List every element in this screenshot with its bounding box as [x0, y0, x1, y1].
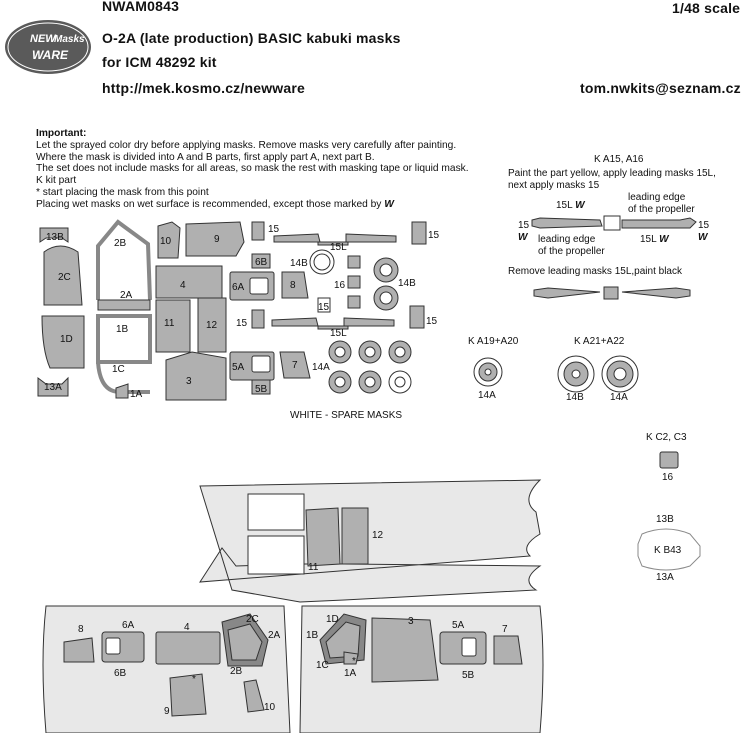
part-13-ref: K B43 — [654, 545, 682, 556]
mask-11 — [306, 508, 340, 566]
label-14b: 14B — [398, 278, 416, 289]
propeller-hub — [604, 216, 620, 230]
wet-mark: W — [518, 232, 528, 243]
mask-15-blade — [346, 234, 396, 242]
label-13b: 13B — [46, 232, 64, 243]
instructions-heading: Important: — [36, 128, 87, 139]
instruction-line: The set does not include masks for all areas, so mask the rest with masking tape or liquid mask. — [36, 163, 469, 175]
label-2c: 2C — [246, 614, 259, 625]
part-13-section — [638, 514, 700, 583]
label-1d: 1D — [326, 614, 339, 625]
mask-12 — [342, 508, 368, 564]
label-6b: 6B — [114, 668, 127, 679]
label-5a: 5A — [232, 362, 245, 373]
label-1c: 1C — [316, 660, 329, 671]
fuselage-top — [200, 480, 540, 602]
label-15: 15 — [236, 318, 248, 329]
mask-1b — [98, 316, 150, 362]
label-3: 3 — [408, 616, 414, 627]
mask-4 — [156, 266, 222, 298]
label-4: 4 — [180, 280, 186, 291]
part-16 — [660, 452, 678, 468]
product-code: NWAM0843 — [102, 0, 180, 14]
wheel-ref: K A19+A20 — [468, 336, 519, 347]
mask-7 — [494, 636, 522, 664]
label-15: 15 — [428, 230, 440, 241]
label-13a: 13A — [44, 382, 62, 393]
label-7: 7 — [292, 360, 298, 371]
start-marker: * — [192, 674, 196, 685]
mask-2b — [98, 222, 150, 300]
product-title: O-2A (late production) BASIC kabuki masks — [102, 30, 401, 46]
mask-2a — [98, 300, 150, 310]
mask-15-blade — [344, 318, 394, 326]
label-15l: 15L — [330, 242, 347, 253]
mask-sheet — [38, 222, 440, 421]
logo-masks-text: Masks — [54, 34, 85, 45]
mask-15 — [252, 222, 264, 240]
label-2b: 2B — [230, 666, 243, 677]
label-8: 8 — [78, 624, 84, 635]
label-13b: 13B — [656, 514, 674, 525]
label-6b: 6B — [255, 257, 268, 268]
propeller-blade — [622, 218, 696, 228]
mask-4 — [156, 632, 220, 664]
of-propeller-label: of the propeller — [538, 246, 605, 257]
leading-edge-label: leading edge — [538, 234, 596, 245]
label-1a: 1A — [130, 389, 143, 400]
label-11: 11 — [308, 562, 319, 573]
label-11: 11 — [164, 318, 175, 329]
propeller-note: next apply masks 15 — [508, 180, 600, 191]
label-1c: 1C — [112, 364, 125, 375]
mask-3 — [166, 352, 226, 400]
website-link[interactable]: http://mek.kosmo.cz/newware — [102, 80, 306, 96]
label-1a: 1A — [344, 668, 357, 679]
start-marker: * — [352, 656, 356, 667]
label-10: 10 — [264, 702, 276, 713]
label-1b: 1B — [306, 630, 319, 641]
label-14a: 14A — [312, 362, 330, 373]
propeller-note: Paint the part yellow, apply leading masks 15L, — [508, 168, 716, 179]
label-5b: 5B — [462, 670, 475, 681]
mask-3 — [372, 618, 438, 682]
label-15l: 15L W — [556, 200, 585, 211]
label-2b: 2B — [114, 238, 127, 249]
mask-1a — [116, 384, 128, 398]
label-16: 16 — [662, 472, 674, 483]
label-15: 15 — [426, 316, 438, 327]
label-8: 8 — [290, 280, 296, 291]
label-15: 15 — [698, 220, 710, 231]
label-12: 12 — [206, 320, 218, 331]
part-16-ref: K C2, C3 — [646, 432, 687, 443]
mask-15 — [412, 222, 426, 244]
label-15: 15 — [268, 224, 280, 235]
wet-mark: W — [384, 198, 394, 210]
label-1d: 1D — [60, 334, 73, 345]
label-4: 4 — [184, 622, 190, 633]
label-16: 16 — [334, 280, 346, 291]
logo-ware-text: WARE — [32, 48, 68, 62]
of-propeller-label: of the propeller — [628, 204, 695, 215]
mask-16 — [348, 296, 360, 308]
label-15l: 15L W — [640, 234, 669, 245]
label-15: 15 — [318, 302, 330, 313]
label-2a: 2A — [120, 290, 133, 301]
mask-16 — [348, 256, 360, 268]
label-2c: 2C — [58, 272, 71, 283]
propeller-blade — [534, 288, 600, 298]
instruction-line: Let the sprayed color dry before applying masks. Remove masks very carefully after painting. — [36, 139, 457, 151]
instruction-line: * start placing the mask from this point — [36, 186, 209, 198]
propeller-blade — [622, 288, 690, 298]
mask-9 — [170, 674, 206, 716]
label-14a: 14A — [610, 392, 628, 403]
label-6a: 6A — [122, 620, 135, 631]
right-side-panel — [300, 606, 543, 733]
scale-label: 1/48 scale — [672, 0, 741, 16]
logo-new-text: NEW — [30, 33, 56, 45]
email-link[interactable]: tom.nwkits@seznam.cz — [580, 80, 741, 96]
mask-15-blade — [272, 318, 318, 326]
mask-15 — [410, 306, 424, 328]
leading-edge-label: leading edge — [628, 192, 686, 203]
instruction-line: Placing wet masks on wet surface is recommended, except those marked by W — [36, 198, 394, 210]
label-5b: 5B — [255, 384, 268, 395]
mask-15-blade — [274, 234, 320, 242]
label-14b: 14B — [290, 258, 308, 269]
label-14b: 14B — [566, 392, 584, 403]
label-7: 7 — [502, 624, 508, 635]
label-14a: 14A — [478, 390, 496, 401]
label-6a: 6A — [232, 282, 245, 293]
wheels-section — [468, 336, 638, 403]
label-13a: 13A — [656, 572, 674, 583]
propeller-note: Remove leading masks 15L,paint black — [508, 266, 682, 277]
wheel-ref: K A21+A22 — [574, 336, 625, 347]
kit-label: for ICM 48292 kit — [102, 54, 217, 70]
label-2a: 2A — [268, 630, 281, 641]
propeller-hub — [604, 287, 618, 299]
wet-mark: W — [698, 232, 708, 243]
instruction-line: Where the mask is divided into A and B parts, first apply part A, next part B. — [36, 151, 375, 163]
label-9: 9 — [164, 706, 170, 717]
label-1b: 1B — [116, 324, 129, 335]
label-5a: 5A — [452, 620, 465, 631]
label-3: 3 — [186, 376, 192, 387]
propeller-section — [508, 154, 716, 299]
label-12: 12 — [372, 530, 384, 541]
left-side-panel — [43, 606, 290, 733]
mask-16 — [348, 276, 360, 288]
label-15l: 15L — [330, 328, 347, 339]
label-9: 9 — [214, 234, 220, 245]
mask-15 — [252, 310, 264, 328]
mask-8 — [64, 638, 94, 662]
part-16-section — [646, 432, 687, 483]
spare-masks-label: WHITE - SPARE MASKS — [290, 410, 403, 421]
label-15: 15 — [518, 220, 530, 231]
propeller-ref: K A15, A16 — [594, 154, 644, 165]
instruction-line: K kit part — [36, 175, 77, 187]
propeller-blade — [532, 218, 602, 228]
label-10: 10 — [160, 236, 172, 247]
